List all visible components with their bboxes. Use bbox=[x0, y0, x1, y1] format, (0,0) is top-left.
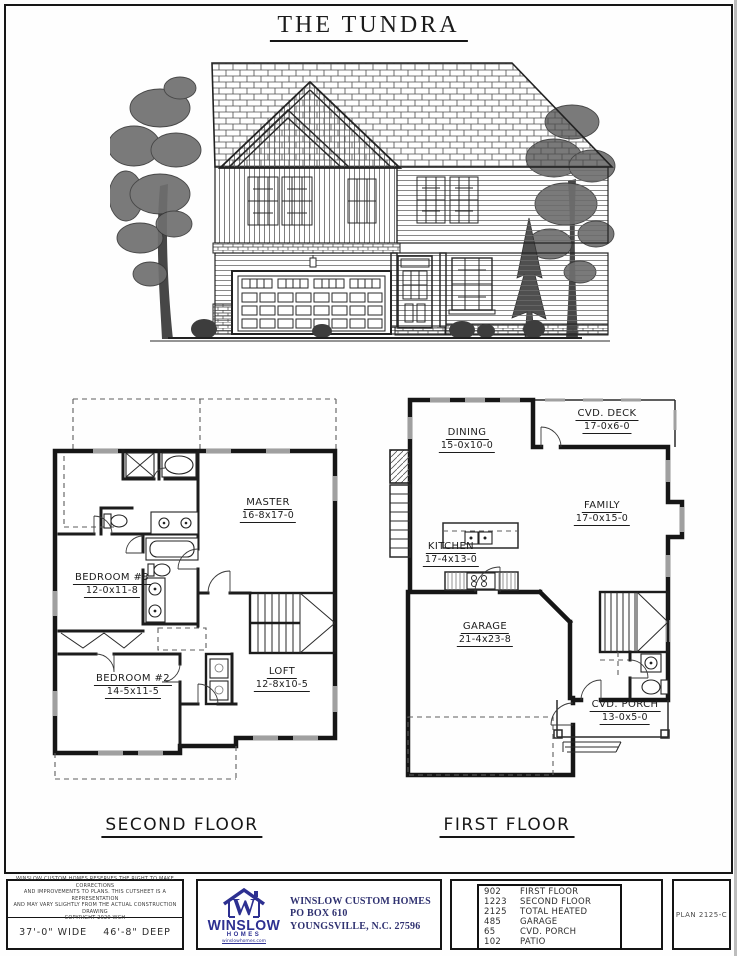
room-label-bedroom3: BEDROOM #3 12-0x11-8 bbox=[74, 572, 150, 596]
room-label-garage: GARAGE 21-4x23-8 bbox=[458, 621, 512, 645]
area-value: 65 bbox=[484, 926, 496, 937]
area-row bbox=[479, 938, 620, 947]
house-elevation-drawing bbox=[110, 46, 625, 366]
door-swings bbox=[475, 427, 648, 725]
disclaimer-line: AND IMPROVEMENTS TO PLANS. THIS CUTSHEET IS A REPRESENTATION bbox=[23, 889, 167, 902]
titleblock-disclaimer-box bbox=[6, 876, 184, 950]
area-row bbox=[479, 888, 620, 897]
titleblock-company-box bbox=[196, 879, 442, 950]
room-label-family: FAMILY 17-0x15-0 bbox=[575, 500, 629, 524]
area-label: FIRST FLOOR bbox=[520, 886, 579, 897]
area-label: PATIO bbox=[520, 936, 546, 947]
area-label: SECOND FLOOR bbox=[520, 896, 592, 907]
tree-left-icon bbox=[110, 77, 201, 339]
powder-sink-icon bbox=[641, 654, 661, 672]
area-label: TOTAL HEATED bbox=[520, 906, 588, 917]
double-vanity-icon bbox=[151, 512, 198, 534]
room-label-dining: DINING 15-0x10-0 bbox=[440, 427, 494, 451]
toilet-icon bbox=[642, 680, 668, 694]
upper-wall-right bbox=[397, 167, 608, 243]
square-footage-table bbox=[477, 884, 622, 950]
shower-icon bbox=[126, 453, 154, 477]
titleblock-areas-box bbox=[450, 879, 663, 950]
room-label-deck: CVD. DECK 17-0x6-0 bbox=[577, 408, 637, 432]
room-label-master: MASTER 16-8x17-0 bbox=[241, 497, 295, 521]
area-row bbox=[479, 908, 620, 917]
overall-dimensions: 37'-0" WIDE 46'-8" DEEP bbox=[19, 926, 171, 938]
logo-sub: HOMES bbox=[226, 931, 262, 938]
room-label-loft: LOFT 12-8x10-5 bbox=[255, 666, 309, 690]
area-value: 102 bbox=[484, 936, 502, 947]
first-floor-title: FIRST FLOOR bbox=[440, 815, 575, 838]
disclaimer-line: COPYRIGHT 2020 WCH bbox=[64, 915, 126, 922]
address-line: YOUNGSVILLE, N.C. 27596 bbox=[290, 920, 421, 932]
room-label-kitchen: KITCHEN 17-4x13-0 bbox=[424, 541, 478, 565]
winslow-logo-house-icon bbox=[221, 887, 267, 919]
garage-door bbox=[232, 271, 391, 334]
disclaimer-text bbox=[8, 876, 182, 922]
area-value: 1223 bbox=[484, 896, 507, 907]
svg-text:W: W bbox=[232, 894, 256, 919]
toilet-icon bbox=[104, 514, 127, 528]
bathtub-icon bbox=[162, 453, 196, 477]
area-value: 2125 bbox=[484, 906, 507, 917]
disclaimer-line: WINSLOW CUSTOM HOMES RESERVES THE RIGHT TO MAKE CORRECTIONS bbox=[15, 876, 174, 889]
area-row bbox=[479, 918, 620, 927]
bathtub-icon bbox=[146, 538, 198, 560]
room-label-porch: CVD. PORCH 13-0x5-0 bbox=[591, 699, 659, 723]
area-row bbox=[479, 898, 620, 907]
plan-number: PLAN 2125-C bbox=[675, 910, 728, 919]
area-value: 485 bbox=[484, 916, 502, 927]
patio-outline bbox=[408, 717, 553, 775]
chimney bbox=[390, 450, 410, 483]
upper-wall-left bbox=[215, 167, 397, 243]
room-label-bedroom2: BEDROOM #2 14-5x11-5 bbox=[95, 673, 171, 697]
titleblock-plan-number-box bbox=[672, 879, 731, 950]
second-floor-title: SECOND FLOOR bbox=[101, 815, 262, 838]
area-label: GARAGE bbox=[520, 916, 558, 927]
brick-belt bbox=[213, 243, 400, 253]
winslow-logo bbox=[198, 881, 290, 948]
company-address bbox=[290, 881, 440, 948]
entry-steps bbox=[395, 327, 445, 335]
first-floor-plan bbox=[385, 385, 715, 800]
page-title: THE TUNDRA bbox=[269, 12, 467, 42]
area-row bbox=[479, 928, 620, 937]
toilet-icon bbox=[148, 564, 170, 576]
address-line: WINSLOW CUSTOM HOMES bbox=[290, 895, 431, 907]
logo-name: WINSLOW bbox=[207, 916, 281, 933]
disclaimer-line: AND MAY VARY SLIGHTLY FROM THE ACTUAL CONSTRUCTION DRAWING bbox=[13, 902, 177, 915]
side-steps bbox=[390, 485, 410, 557]
area-value: 902 bbox=[484, 886, 502, 897]
area-label: CVD. PORCH bbox=[520, 926, 577, 937]
logo-url: winslowhomes.com bbox=[222, 938, 266, 944]
address-line: PO BOX 610 bbox=[290, 908, 348, 920]
